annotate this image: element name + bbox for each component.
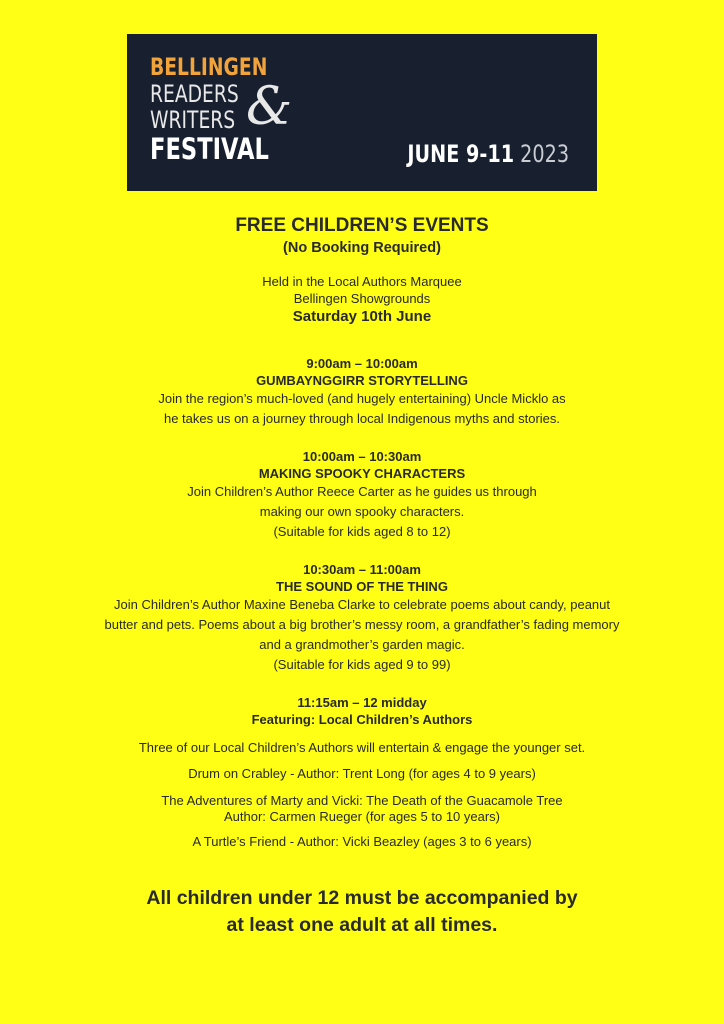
- event-day: Saturday 10th June: [292, 308, 432, 325]
- book-entry: The Adventures of Marty and Vicki: The Death of the Guacamole Tree: [161, 793, 563, 808]
- flyer-content: [0, 214, 724, 939]
- event-storytelling: [0, 355, 724, 429]
- festival-dates-main: JUNE 9-11: [407, 140, 515, 168]
- event-age-range: (Suitable for kids aged 8 to 12): [273, 524, 451, 539]
- event-spooky-characters: [0, 448, 724, 542]
- event-title: Featuring: Local Children’s Authors: [251, 712, 473, 727]
- event-intro: Three of our Local Children’s Authors will entertain & engage the younger set.: [138, 740, 586, 755]
- festival-dates-year: 2023: [520, 140, 569, 168]
- supervision-notice: [0, 885, 724, 939]
- book-entry: Drum on Crabley - Author: Trent Long (for ages 4 to 9 years): [188, 766, 536, 781]
- event-title: MAKING SPOOKY CHARACTERS: [258, 466, 466, 481]
- page-title: FREE CHILDREN’S EVENTS: [235, 215, 489, 236]
- logo-line-readers: READERS: [150, 80, 239, 108]
- logo-ampersand: &: [246, 77, 293, 137]
- event-description-line: Join the region’s much-loved (and hugely entertaining) Uncle Micklo as: [158, 391, 566, 406]
- event-local-authors: [0, 694, 724, 850]
- festival-logo: [150, 55, 302, 164]
- event-title: GUMBAYNGGIRR STORYTELLING: [256, 373, 468, 388]
- logo-line-writers: WRITERS: [150, 106, 236, 134]
- event-time: 10:30am – 11:00am: [303, 562, 421, 577]
- event-description-line: and a grandmother’s garden magic.: [259, 637, 465, 652]
- event-description-line: Join Children’s Author Reece Carter as he guides us through: [187, 484, 537, 499]
- event-description-line: Join Children’s Author Maxine Beneba Clarke to celebrate poems about candy, peanut: [114, 597, 610, 612]
- page-subtitle: (No Booking Required): [283, 240, 441, 256]
- event-time: 9:00am – 10:00am: [306, 356, 418, 371]
- festival-banner: [127, 34, 597, 191]
- event-title: THE SOUND OF THE THING: [276, 579, 448, 594]
- logo-line-festival: FESTIVAL: [150, 132, 269, 166]
- event-time: 11:15am – 12 midday: [297, 695, 427, 710]
- venue-line-1: Held in the Local Authors Marquee: [262, 274, 462, 289]
- event-sound-of-the-thing: [0, 561, 724, 675]
- notice-line-2: at least one adult at all times.: [226, 914, 498, 936]
- festival-dates: [407, 140, 569, 168]
- event-time: 10:00am – 10:30am: [302, 449, 422, 464]
- notice-line-1: All children under 12 must be accompanied by: [146, 887, 578, 909]
- book-entry: A Turtle’s Friend - Author: Vicki Beazley (ages 3 to 6 years): [192, 834, 532, 849]
- venue-line-2: Bellingen Showgrounds: [293, 291, 431, 306]
- event-description-line: butter and pets. Poems about a big brother’s messy room, a grandfather’s fading memory: [104, 617, 620, 632]
- book-entry-author: Author: Carmen Rueger (for ages 5 to 10 years): [223, 809, 501, 824]
- event-description-line: he takes us on a journey through local Indigenous myths and stories.: [163, 411, 561, 426]
- event-age-range: (Suitable for kids aged 9 to 99): [273, 657, 451, 672]
- event-description-line: making our own spooky characters.: [259, 504, 465, 519]
- logo-line-bellingen: BELLINGEN: [150, 53, 268, 81]
